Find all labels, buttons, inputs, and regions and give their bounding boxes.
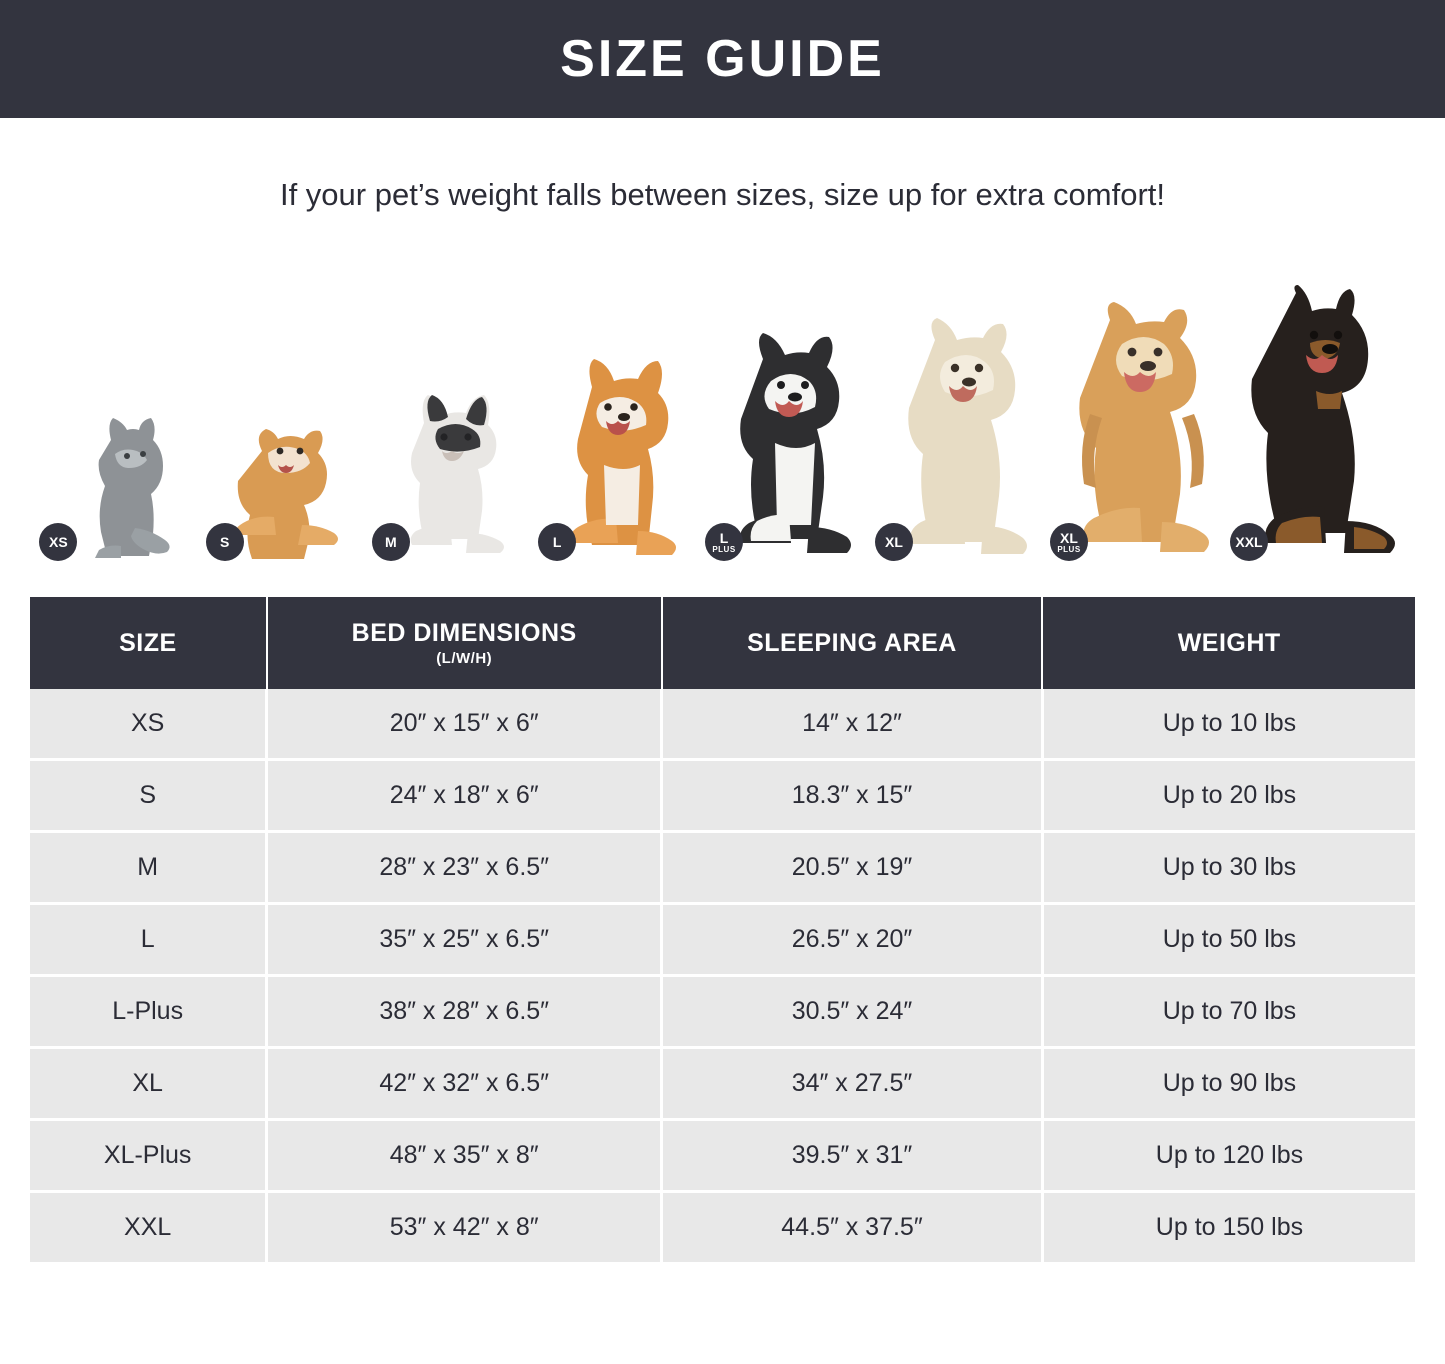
cell-bed-dimensions: 42″ x 32″ x 6.5″ — [267, 1048, 662, 1120]
pet-item-s — [199, 255, 368, 565]
size-badge-label: S — [219, 534, 230, 551]
cell-bed-dimensions: 35″ x 25″ x 6.5″ — [267, 904, 662, 976]
cell-size: XS — [30, 689, 267, 760]
cell-size: S — [30, 760, 267, 832]
pet-item-xxl — [1230, 255, 1415, 565]
column-header-weight — [1042, 597, 1415, 689]
size-badge-label: XS — [49, 534, 68, 551]
size-badge-xl — [875, 523, 913, 561]
header-bar — [0, 0, 1445, 118]
cell-bed-dimensions: 20″ x 15″ x 6″ — [267, 689, 662, 760]
cell-bed-dimensions: 38″ x 28″ x 6.5″ — [267, 976, 662, 1048]
table-body — [30, 689, 1415, 1262]
cell-bed-dimensions: 24″ x 18″ x 6″ — [267, 760, 662, 832]
labrador-silhouette — [875, 310, 1050, 565]
cell-sleeping-area: 14″ x 12″ — [662, 689, 1043, 760]
table-header — [30, 597, 1415, 689]
pet-item-m — [368, 255, 537, 565]
cell-size: XL — [30, 1048, 267, 1120]
size-badge-label: XL — [1060, 529, 1078, 546]
shiba-inu-silhouette — [538, 345, 703, 565]
pet-item-xl — [875, 255, 1050, 565]
size-badge-xxl — [1230, 523, 1268, 561]
cell-sleeping-area: 20.5″ x 19″ — [662, 832, 1043, 904]
size-badge-l-plus — [705, 523, 743, 561]
column-header-bed-dimensions — [267, 597, 662, 689]
cell-weight: Up to 30 lbs — [1042, 832, 1415, 904]
cell-size: L — [30, 904, 267, 976]
french-bulldog-silhouette — [372, 375, 532, 565]
size-badge-sublabel: PLUS — [712, 544, 736, 554]
table-row — [30, 1192, 1415, 1263]
cell-weight: Up to 120 lbs — [1042, 1120, 1415, 1192]
size-badge-label: XXL — [1235, 534, 1263, 551]
cell-weight: Up to 50 lbs — [1042, 904, 1415, 976]
golden-retriever-silhouette — [1050, 298, 1230, 565]
size-badge-sublabel: PLUS — [1057, 544, 1081, 554]
pomeranian-silhouette — [206, 385, 361, 565]
table-row — [30, 904, 1415, 976]
size-badge-label: L — [719, 529, 729, 546]
cell-weight: Up to 20 lbs — [1042, 760, 1415, 832]
subtitle-text: If your pet’s weight falls between sizes, size up for extra comfort! — [279, 177, 1166, 212]
page-title: SIZE GUIDE — [560, 30, 885, 88]
cell-sleeping-area: 34″ x 27.5″ — [662, 1048, 1043, 1120]
column-header-weight-label: WEIGHT — [1177, 628, 1281, 657]
table-row — [30, 976, 1415, 1048]
size-chart-table — [30, 597, 1415, 1262]
cell-bed-dimensions: 48″ x 35″ x 8″ — [267, 1120, 662, 1192]
pet-item-l-plus — [705, 255, 875, 565]
size-badge-label: XL — [885, 534, 903, 551]
table-row — [30, 1048, 1415, 1120]
size-badge-label: M — [385, 534, 397, 551]
cell-weight: Up to 10 lbs — [1042, 689, 1415, 760]
cell-size: M — [30, 832, 267, 904]
table-row — [30, 689, 1415, 760]
column-header-bed-dimensions-label: BED DIMENSIONS — [351, 619, 577, 648]
cell-size: L-Plus — [30, 976, 267, 1048]
cell-bed-dimensions: 53″ x 42″ x 8″ — [267, 1192, 662, 1263]
column-header-sleeping-area — [662, 597, 1043, 689]
cell-sleeping-area: 30.5″ x 24″ — [662, 976, 1043, 1048]
column-header-size — [30, 597, 267, 689]
cat-silhouette — [39, 400, 189, 565]
table-row — [30, 832, 1415, 904]
cell-size: XXL — [30, 1192, 267, 1263]
cell-weight: Up to 150 lbs — [1042, 1192, 1415, 1263]
column-header-sleeping-area-label: SLEEPING AREA — [747, 628, 957, 657]
cell-sleeping-area: 44.5″ x 37.5″ — [662, 1192, 1043, 1263]
pet-item-l — [536, 255, 705, 565]
cell-weight: Up to 70 lbs — [1042, 976, 1415, 1048]
size-chart-table-wrapper — [30, 597, 1415, 1262]
size-badge-xl-plus — [1050, 523, 1088, 561]
cell-size: XL-Plus — [30, 1120, 267, 1192]
size-badge-s — [206, 523, 244, 561]
cell-bed-dimensions: 28″ x 23″ x 6.5″ — [267, 832, 662, 904]
column-header-bed-dimensions-sublabel: (L/W/H) — [436, 650, 493, 668]
border-collie-silhouette — [705, 325, 875, 565]
pet-size-illustrations — [0, 255, 1445, 565]
doberman-silhouette — [1230, 285, 1415, 565]
table-row — [30, 1120, 1415, 1192]
cell-weight: Up to 90 lbs — [1042, 1048, 1415, 1120]
cell-sleeping-area: 26.5″ x 20″ — [662, 904, 1043, 976]
pet-item-xl-plus — [1050, 255, 1230, 565]
size-badge-label: L — [552, 534, 562, 551]
pet-item-xs — [30, 255, 199, 565]
cell-sleeping-area: 18.3″ x 15″ — [662, 760, 1043, 832]
table-row — [30, 760, 1415, 832]
table-header-row — [30, 597, 1415, 689]
size-badge-m — [372, 523, 410, 561]
cell-sleeping-area: 39.5″ x 31″ — [662, 1120, 1043, 1192]
column-header-size-label: SIZE — [119, 628, 177, 657]
